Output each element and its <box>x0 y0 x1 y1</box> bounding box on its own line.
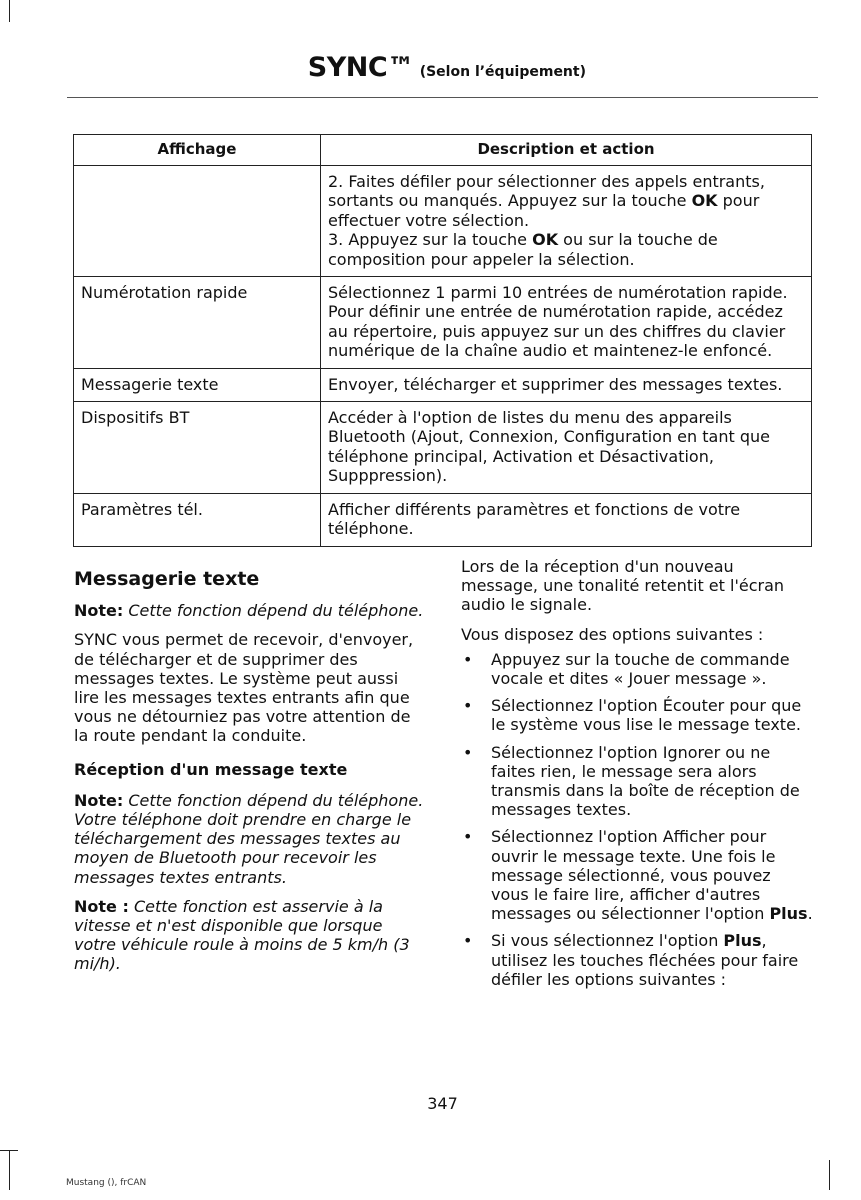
page-header <box>308 52 586 83</box>
header-rule <box>67 97 818 98</box>
crop-mark-bottom-left-h <box>0 1150 18 1151</box>
paragraph-reception: Lors de la réception d'un nouveau message, une tonalité retentit et l'écran audio le signale. <box>461 557 785 615</box>
paragraph-options: Vous disposez des options suivantes : <box>461 624 764 644</box>
crop-mark-top-left <box>9 0 10 22</box>
table-row <box>74 368 812 401</box>
crop-mark-bottom-right <box>829 1160 830 1190</box>
note-3: Note : Cette fonction est asservie à la vitesse et n'est disponible que lorsque votre véhicule roule à moins de 5 km/h (3 mi/h). <box>74 896 410 974</box>
table-row <box>74 493 812 546</box>
list-item: • Si vous sélectionnez l'option Plus, utilisez les touches fléchées pour faire défiler les options suivantes : <box>463 931 799 989</box>
footer-text: Mustang (), frCAN <box>66 1178 147 1188</box>
subsection-heading: Réception d'un message texte <box>74 759 348 779</box>
options-list <box>461 650 813 989</box>
table-header-row <box>74 135 812 166</box>
list-item: • Sélectionnez l'option Ignorer ou ne faites rien, le message sera alors transmis dans la boîte de réception de messages textes. <box>463 742 800 820</box>
list-item: • Sélectionnez l'option Écouter pour que le système vous lise le message texte. <box>463 696 802 735</box>
reference-table <box>73 134 812 547</box>
table-cell-display: Numérotation rapide <box>74 277 321 369</box>
table-cell-description: 2. Faites défiler pour sélectionner des appels entrants, sortants ou manqués. Appuyez sur la touche OK pour effectuer votre sélection. 3. Appuyez sur la touche OK ou sur la touche de composition pour appeler la sélection. <box>321 166 812 277</box>
table-cell-description: Accéder à l'option de listes du menu des appareils Bluetooth (Ajout, Connexion, Configuration en tant que téléphone principal, Activation et Désactivation, Supppression). <box>321 402 812 494</box>
table-cell-display <box>74 166 321 277</box>
section-heading: Messagerie texte <box>74 568 260 590</box>
table-row <box>74 277 812 369</box>
table-cell-display: Messagerie texte <box>74 368 321 401</box>
note-2: Note: Cette fonction dépend du téléphone. Votre téléphone doit prendre en charge le téléchargement des messages textes au moyen de Bluetooth pour recevoir les messages textes entrants. <box>74 790 424 887</box>
column-header-display: Affichage <box>74 135 321 166</box>
table-row <box>74 402 812 494</box>
table-cell-description: Sélectionnez 1 parmi 10 entrées de numérotation rapide. Pour définir une entrée de numérotation rapide, accédez au répertoire, puis appuyez sur un des chiffres du clavier numérique de la chaîne audio et maintenez-le enfoncé. <box>321 277 812 369</box>
right-column <box>461 557 813 989</box>
table-row <box>74 166 812 277</box>
left-column <box>74 570 426 974</box>
header-subtitle: (Selon l’équipement) <box>419 64 586 80</box>
list-item: • Sélectionnez l'option Afficher pour ouvrir le message texte. Une fois le message sélectionné, vous pouvez vous le faire lire, afficher d'autres messages ou sélectionner l'option Plus. <box>463 827 813 924</box>
header-title: SYNC™ <box>307 52 414 83</box>
table-cell-description: Afficher différents paramètres et fonctions de votre téléphone. <box>321 493 812 546</box>
table-cell-description: Envoyer, télécharger et supprimer des messages textes. <box>321 368 812 401</box>
page-number: 347 <box>427 1094 458 1113</box>
column-header-description: Description et action <box>321 135 812 166</box>
crop-mark-bottom-left <box>9 1150 10 1190</box>
paragraph-intro: SYNC vous permet de recevoir, d'envoyer, de télécharger et de supprimer des messages textes. Le système peut aussi lire les messages textes entrants afin que vous ne détourniez pas votre attention de la route pendant la conduite. <box>74 630 414 746</box>
note-1: Note: Cette fonction dépend du téléphone. <box>74 601 424 621</box>
table-cell-display: Dispositifs BT <box>74 402 321 494</box>
list-item: • Appuyez sur la touche de commande vocale et dites « Jouer message ». <box>463 649 790 689</box>
table-cell-display: Paramètres tél. <box>74 493 321 546</box>
